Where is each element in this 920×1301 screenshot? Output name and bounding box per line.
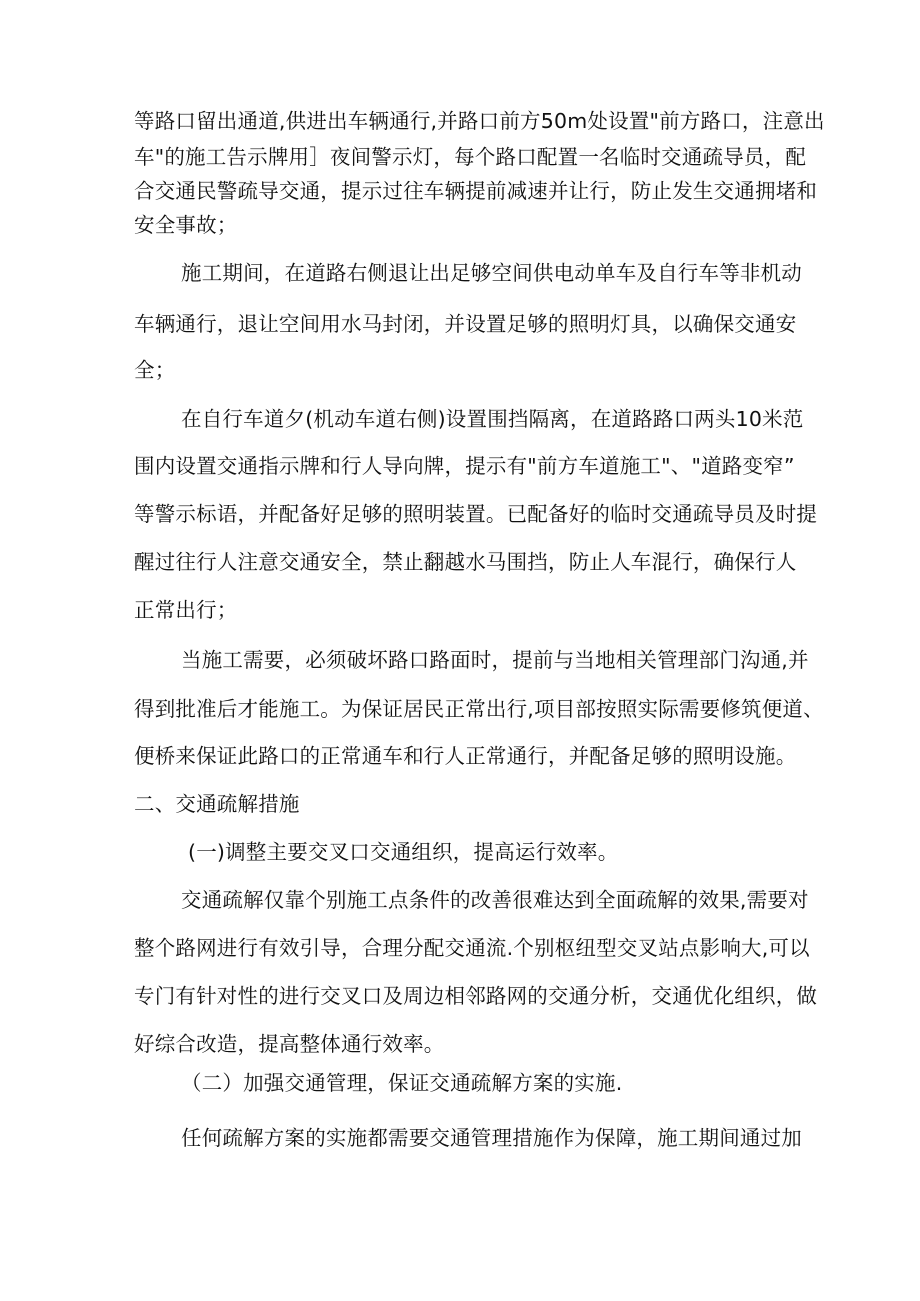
text-line-2: 车"的施工告示牌用］夜间警示灯，每个路口配置一名临时交通疏导员，配 [134,145,807,169]
paragraph-5-line-3: 专门有针对性的进行交叉口及周边相邻路网的交通分析，交通优化组织，做 [134,984,818,1008]
paragraph-2-line-1: 施工期间，在道路右侧退让出足够空间供电动单车及自行车等非机动 [181,261,802,285]
paragraph-4-line-1: 当施工需要，必须破坏路口路面时，提前与当地相关管理部门沟通,并 [181,648,809,672]
paragraph-6-line-1: 任何疏解方案的实施都需要交通管理措施作为保障，施工期间通过加 [181,1126,802,1150]
text-line-4: 安全事故； [134,213,238,237]
text-line-3: 合交通民警疏导交通，提示过往车辆提前减速并让行，防止发生交通拥堵和 [134,179,818,203]
text-line-1: 等路口留出通道,供进出车辆通行,并路口前方50m处设置"前方路口，注意出 [134,109,825,133]
paragraph-4-line-2: 得到批准后才能施工。为保证居民正常出行,项目部按照实际需要修筑便道、 [134,697,824,721]
paragraph-2-line-3: 全； [134,358,176,382]
paragraph-3-line-2: 围内设置交通指示牌和行人导向牌，提示有"前方车道施工"、"道路变窄” [134,454,795,478]
paragraph-5-line-1: 交通疏解仅靠个别施工点条件的改善很难达到全面疏解的效果,需要对 [181,888,809,912]
paragraph-3-line-5: 正常出行； [134,598,238,622]
paragraph-5-line-4: 好综合改造，提高整体通行效率。 [134,1032,445,1056]
paragraph-3-line-4: 醒过往行人注意交通安全，禁止翻越水马围挡，防止人车混行，确保行人 [134,550,797,574]
section-heading: 二、交通疏解措施 [134,792,300,816]
paragraph-2-line-2: 车辆通行，退让空间用水马封闭，并设置足够的照明灯具，以确保交通安 [134,312,797,336]
subsection-heading-1: (一)调整主要交叉口交通组织，提高运行效率。 [188,840,619,864]
paragraph-4-line-3: 便桥来保证此路口的正常通车和行人正常通行，并配备足够的照明设施。 [134,744,797,768]
subsection-heading-2: （二）加强交通管理，保证交通疏解方案的实施. [181,1071,623,1095]
paragraph-3-line-3: 等警示标语，并配备好足够的照明装置。已配备好的临时交通疏导员及时提 [134,502,818,526]
paragraph-5-line-2: 整个路网进行有效引导，合理分配交通流.个别枢纽型交叉站点影响大,可以 [134,936,810,960]
paragraph-3-line-1: 在自行车道夕(机动车道右侧)设置围挡隔离，在道路路口两头10米范 [181,407,804,431]
